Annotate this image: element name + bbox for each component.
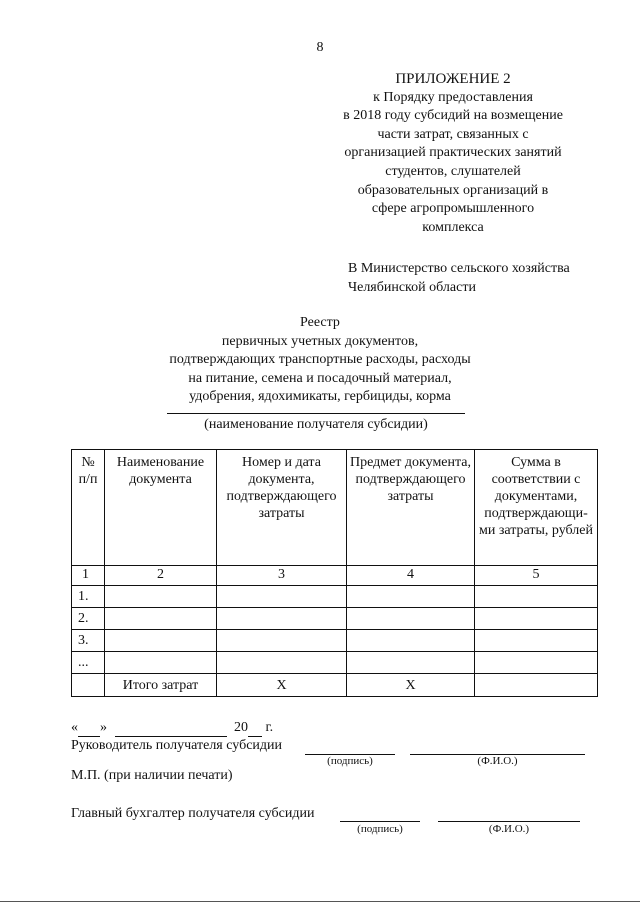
cell-document-subject[interactable] <box>347 608 475 630</box>
appendix-heading: ПРИЛОЖЕНИЕ 2 <box>395 71 511 87</box>
cell-amount[interactable] <box>475 630 598 652</box>
title-line: удобрения, ядохимикаты, гербициды, корма <box>189 389 451 404</box>
cell-document-name[interactable] <box>105 652 217 674</box>
table-row <box>72 652 598 674</box>
cell-document-number-date[interactable] <box>217 608 347 630</box>
cell-document-number-date[interactable] <box>217 630 347 652</box>
header-document-number-date: Номер и дата документа, подтверждающего затраты <box>217 450 347 566</box>
column-number: 3 <box>217 566 347 586</box>
header-document-subject: Предмет документа, подтверждающего затраты <box>347 450 475 566</box>
cell-amount[interactable] <box>475 652 598 674</box>
page-number: 8 <box>316 40 324 55</box>
column-number: 2 <box>105 566 217 586</box>
head-label: Руководитель получателя субсидии <box>71 738 283 753</box>
addressee-line: Челябинской области <box>348 279 476 295</box>
year-prefix: 20 <box>234 720 248 735</box>
appendix-line: организацией практических занятий <box>344 145 562 161</box>
head-signature-caption: (подпись) <box>327 755 373 767</box>
total-subject-mark: Х <box>347 674 475 697</box>
date-line <box>71 720 273 737</box>
registry-table <box>71 449 598 697</box>
appendix-block <box>330 70 576 237</box>
table-row <box>72 586 598 608</box>
total-label: Итого затрат <box>105 674 217 697</box>
recipient-caption: (наименование получателя субсидии) <box>204 417 428 432</box>
accountant-name-caption: (Ф.И.О.) <box>488 823 530 835</box>
header-number: № п/п <box>72 450 105 566</box>
row-number: 1. <box>72 586 105 608</box>
title-line: на питание, семена и посадочный материал, <box>188 370 452 386</box>
year-suffix: г. <box>265 720 274 735</box>
appendix-line: части затрат, связанных с <box>377 126 529 142</box>
row-number: ... <box>72 652 105 674</box>
title-line: Реестр <box>300 315 340 330</box>
header-amount: Сумма в соответствии с документами, подтверждающи-ми затраты, рублей <box>475 450 598 566</box>
total-amount-cell[interactable] <box>475 674 598 697</box>
cell-document-number-date[interactable] <box>217 652 347 674</box>
accountant-signature-caption: (подпись) <box>357 823 403 835</box>
cell-document-number-date[interactable] <box>217 586 347 608</box>
cell-amount[interactable] <box>475 586 598 608</box>
column-number: 1 <box>72 566 105 586</box>
appendix-line: к Порядку предоставления <box>373 89 533 105</box>
date-close-quote: » <box>100 720 107 735</box>
month-field[interactable] <box>115 720 227 737</box>
cell-document-name[interactable] <box>105 630 217 652</box>
accountant-signature-field[interactable] <box>340 821 420 822</box>
cell-document-name[interactable] <box>105 586 217 608</box>
title-line: первичных учетных документов, <box>221 333 419 349</box>
header-document-name: Наименование документа <box>105 450 217 566</box>
appendix-line: в 2018 году субсидий на возмещение <box>343 108 563 124</box>
row-number: 3. <box>72 630 105 652</box>
year-field[interactable] <box>248 720 262 737</box>
cell-document-subject[interactable] <box>347 630 475 652</box>
total-number-cell <box>72 674 105 697</box>
addressee-line: В Министерство сельского хозяйства <box>348 261 570 276</box>
table-row <box>72 608 598 630</box>
appendix-line: студентов, слушателей <box>385 163 521 179</box>
cell-amount[interactable] <box>475 608 598 630</box>
appendix-line: сфере агропромышленного <box>371 201 535 217</box>
total-row <box>72 674 598 697</box>
appendix-line: комплекса <box>422 219 484 235</box>
title-line: подтверждающих транспортные расходы, расходы <box>169 352 471 367</box>
seal-label: М.П. (при наличии печати) <box>71 768 233 783</box>
table-row <box>72 630 598 652</box>
column-number: 5 <box>475 566 598 586</box>
appendix-line: образовательных организаций в <box>357 182 549 198</box>
day-field[interactable] <box>78 720 100 737</box>
cell-document-name[interactable] <box>105 608 217 630</box>
accountant-name-field[interactable] <box>438 821 580 822</box>
document-title <box>0 314 640 407</box>
row-number: 2. <box>72 608 105 630</box>
page-bottom-rule <box>0 901 640 902</box>
recipient-name-field[interactable] <box>167 413 465 414</box>
addressee-block <box>348 260 570 297</box>
table-header-row <box>72 450 598 566</box>
accountant-label: Главный бухгалтер получателя субсидии <box>71 806 315 821</box>
total-number-date-mark: Х <box>217 674 347 697</box>
cell-document-subject[interactable] <box>347 586 475 608</box>
column-number: 4 <box>347 566 475 586</box>
date-open-quote: « <box>71 720 78 735</box>
column-number-row <box>72 566 598 586</box>
cell-document-subject[interactable] <box>347 652 475 674</box>
head-name-caption: (Ф.И.О.) <box>477 755 518 767</box>
